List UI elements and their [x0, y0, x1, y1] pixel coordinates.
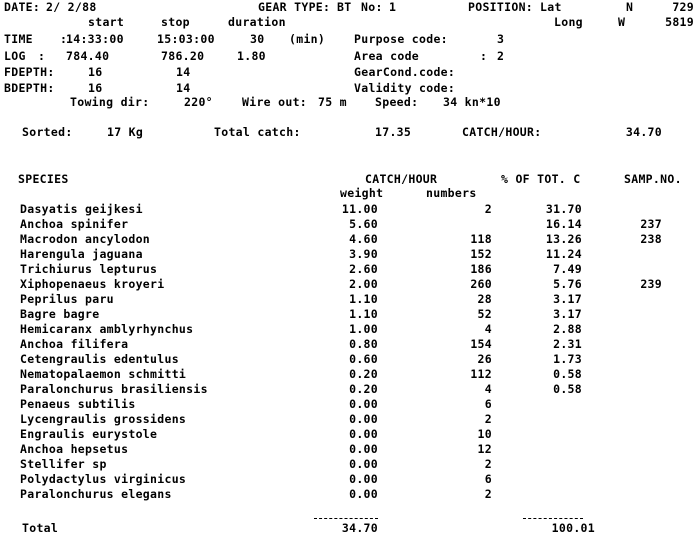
percent-of-total: 2.31	[553, 337, 582, 351]
total-percent: 100.01	[551, 521, 595, 535]
time-duration: 30	[250, 32, 265, 46]
species-column-header: SPECIES	[18, 172, 69, 186]
log-label: LOG	[4, 49, 26, 63]
catch-numbers: 152	[470, 247, 492, 261]
catch-per-hour-value: 34.70	[625, 125, 662, 139]
species-name: Dasyatis geijkesi	[20, 202, 143, 216]
wire-out-label: Wire out:	[242, 95, 308, 109]
table-row	[0, 383, 700, 396]
catch-weight: 0.20	[349, 367, 378, 381]
column-stop-label: stop	[161, 15, 190, 29]
species-name: Peprilus paru	[20, 292, 114, 306]
table-row	[0, 353, 700, 366]
species-name: Engraulis eurystole	[20, 427, 158, 441]
percent-of-total: 7.49	[553, 262, 582, 276]
gear-type-label: GEAR TYPE:	[258, 0, 331, 14]
catch-numbers: 12	[477, 442, 492, 456]
catch-weight: 3.90	[349, 247, 378, 261]
catch-per-hour-column-header: CATCH/HOUR	[365, 172, 438, 186]
species-name: Anchoa hepsetus	[20, 442, 129, 456]
longitude-hemisphere: W	[618, 15, 626, 29]
gearcond-code-label: GearCond.code:	[354, 65, 456, 79]
catch-numbers: 6	[484, 472, 492, 486]
percent-total-rule	[523, 518, 583, 519]
purpose-code-value: 3	[497, 32, 505, 46]
species-name: Cetengraulis edentulus	[20, 352, 179, 366]
percent-of-total: 11.24	[545, 247, 582, 261]
catch-weight: 4.60	[349, 232, 378, 246]
purpose-code-label: Purpose code:	[354, 32, 448, 46]
table-row	[0, 428, 700, 441]
percent-of-total-column-header: % OF TOT. C	[501, 172, 581, 186]
catch-weight: 1.10	[349, 292, 378, 306]
area-code-value: 2	[497, 49, 505, 63]
fdepth-stop: 14	[176, 65, 191, 79]
catch-numbers: 2	[484, 412, 492, 426]
table-row	[0, 398, 700, 411]
percent-of-total: 16.14	[545, 217, 582, 231]
total-label: Total	[22, 521, 59, 535]
speed-label: Speed:	[375, 95, 419, 109]
table-row	[0, 413, 700, 426]
catch-weight: 0.00	[349, 442, 378, 456]
fdepth-label: FDEPTH:	[4, 65, 55, 79]
total-catch-value: 17.35	[375, 125, 412, 139]
percent-of-total: 2.88	[553, 322, 582, 336]
station-no-label: No:	[361, 0, 383, 14]
time-stop: 15:03:00	[157, 32, 215, 46]
area-code-label: Area code	[354, 49, 420, 63]
time-unit: (min)	[289, 32, 326, 46]
table-row	[0, 488, 700, 501]
date-value: 2/ 2/88	[46, 0, 97, 14]
table-row	[0, 458, 700, 471]
species-name: Trichiurus lepturus	[20, 262, 158, 276]
latitude-value: 729	[672, 0, 694, 14]
percent-of-total: 3.17	[553, 292, 582, 306]
total-weight: 34.70	[341, 521, 378, 535]
weight-column-header: weight	[340, 186, 384, 200]
position-label: POSITION:	[468, 0, 534, 14]
catch-weight: 0.00	[349, 472, 378, 486]
percent-of-total: 0.58	[553, 367, 582, 381]
catch-weight: 2.00	[349, 277, 378, 291]
table-row	[0, 263, 700, 276]
bdepth-start: 16	[88, 81, 103, 95]
log-stop: 786.20	[161, 49, 205, 63]
wire-out-value: 75 m	[318, 95, 347, 109]
station-no-value: 1	[389, 0, 397, 14]
percent-of-total: 1.73	[553, 352, 582, 366]
speed-value: 34 kn*10	[443, 95, 501, 109]
column-duration-label: duration	[228, 15, 286, 29]
towing-dir-label: Towing dir:	[70, 95, 150, 109]
species-name: Hemicaranx amblyrhynchus	[20, 322, 194, 336]
species-name: Nematopalaemon schmitti	[20, 367, 187, 381]
species-name: Harengula jaguana	[20, 247, 143, 261]
numbers-column-header: numbers	[426, 186, 477, 200]
catch-numbers: 2	[484, 487, 492, 501]
percent-of-total: 3.17	[553, 307, 582, 321]
catch-per-hour-label: CATCH/HOUR:	[462, 125, 542, 139]
catch-numbers: 186	[470, 262, 492, 276]
weight-total-rule	[314, 518, 378, 519]
species-name: Lycengraulis grossidens	[20, 412, 187, 426]
table-row	[0, 368, 700, 381]
catch-weight: 0.00	[349, 487, 378, 501]
catch-numbers: 26	[477, 352, 492, 366]
catch-weight: 0.00	[349, 397, 378, 411]
catch-numbers: 28	[477, 292, 492, 306]
species-name: Macrodon ancylodon	[20, 232, 151, 246]
catch-numbers: 118	[470, 232, 492, 246]
time-label: TIME	[4, 32, 33, 46]
catch-numbers: 2	[484, 202, 492, 216]
time-separator: :	[60, 32, 68, 46]
table-row	[0, 338, 700, 351]
latitude-hemisphere: N	[626, 0, 634, 14]
catch-numbers: 6	[484, 397, 492, 411]
species-name: Penaeus subtilis	[20, 397, 136, 411]
table-row	[0, 443, 700, 456]
table-row	[0, 308, 700, 321]
table-row	[0, 323, 700, 336]
catch-numbers: 112	[470, 367, 492, 381]
percent-of-total: 13.26	[545, 232, 582, 246]
date-label: DATE:	[4, 0, 41, 14]
catch-weight: 0.00	[349, 427, 378, 441]
catch-weight: 11.00	[341, 202, 378, 216]
sample-number-column-header: SAMP.NO.	[624, 172, 682, 186]
catch-weight: 2.60	[349, 262, 378, 276]
catch-numbers: 2	[484, 457, 492, 471]
fdepth-start: 16	[88, 65, 103, 79]
sorted-value: 17 Kg	[107, 125, 144, 139]
catch-numbers: 10	[477, 427, 492, 441]
species-name: Polydactylus virginicus	[20, 472, 187, 486]
table-row	[0, 203, 700, 216]
percent-of-total: 0.58	[553, 382, 582, 396]
species-name: Bagre bagre	[20, 307, 100, 321]
catch-weight: 0.60	[349, 352, 378, 366]
time-start: 14:33:00	[66, 32, 124, 46]
latitude-label: Lat	[540, 0, 562, 14]
species-name: Anchoa filifera	[20, 337, 129, 351]
table-row	[0, 293, 700, 306]
table-row	[0, 248, 700, 261]
species-name: Xiphopenaeus kroyeri	[20, 277, 165, 291]
sample-number: 239	[640, 277, 662, 291]
towing-dir-value: 220°	[184, 95, 213, 109]
table-row	[0, 473, 700, 486]
table-row	[0, 218, 700, 231]
area-code-separator: :	[480, 49, 488, 63]
table-row	[0, 278, 700, 291]
catch-weight: 0.00	[349, 412, 378, 426]
validity-code-label: Validity code:	[354, 81, 456, 95]
sorted-label: Sorted:	[22, 125, 73, 139]
log-separator: :	[38, 49, 46, 63]
catch-weight: 0.00	[349, 457, 378, 471]
catch-weight: 0.20	[349, 382, 378, 396]
species-name: Paralonchurus brasiliensis	[20, 382, 208, 396]
gear-type-value: BT	[337, 0, 352, 14]
bdepth-stop: 14	[176, 81, 191, 95]
sample-number: 238	[640, 232, 662, 246]
catch-numbers: 260	[470, 277, 492, 291]
catch-numbers: 4	[484, 322, 492, 336]
species-name: Stellifer sp	[20, 457, 107, 471]
sample-number: 237	[640, 217, 662, 231]
catch-weight: 1.00	[349, 322, 378, 336]
species-name: Paralonchurus elegans	[20, 487, 172, 501]
log-duration: 1.80	[237, 49, 266, 63]
catch-weight: 0.80	[349, 337, 378, 351]
catch-weight: 1.10	[349, 307, 378, 321]
longitude-label: Long	[554, 15, 583, 29]
total-catch-label: Total catch:	[214, 125, 301, 139]
longitude-value: 5819	[665, 15, 694, 29]
column-start-label: start	[88, 15, 125, 29]
species-name: Anchoa spinifer	[20, 217, 129, 231]
catch-numbers: 52	[477, 307, 492, 321]
catch-numbers: 154	[470, 337, 492, 351]
bdepth-label: BDEPTH:	[4, 81, 55, 95]
catch-weight: 5.60	[349, 217, 378, 231]
log-start: 784.40	[66, 49, 110, 63]
table-row	[0, 233, 700, 246]
catch-numbers: 4	[484, 382, 492, 396]
percent-of-total: 5.76	[553, 277, 582, 291]
percent-of-total: 31.70	[545, 202, 582, 216]
